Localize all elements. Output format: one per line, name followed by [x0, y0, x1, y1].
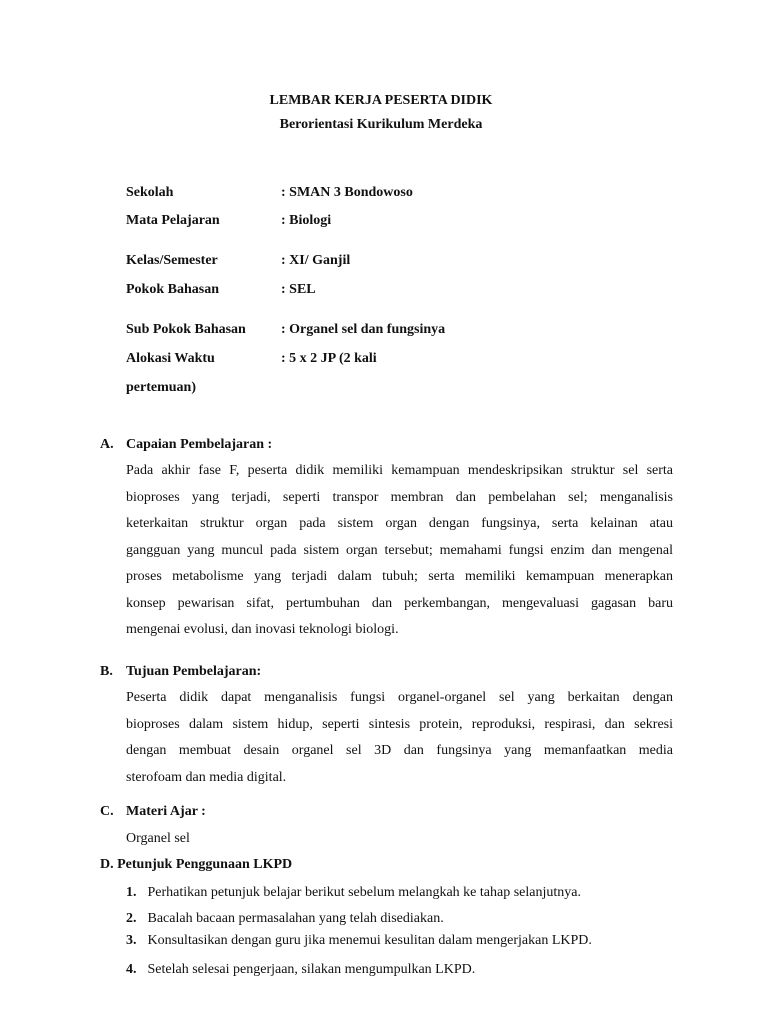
identity-value: : Biologi [281, 213, 332, 228]
paragraph-line: konsep pewarisan sifat, pertumbuhan dan perkembangan, mengevaluasi gagasan baru [126, 595, 673, 611]
paragraph-line: keterkaitan struktur organ pada sistem organ dengan fungsinya, serta kelainan atau [126, 516, 673, 531]
paragraph-line: Peserta didik dapat menganalisis fungsi organel-organel sel yang berkaitan dengan [126, 690, 673, 705]
instruction-step [126, 933, 592, 949]
paragraph-line: mengenai evolusi, dan inovasi teknologi biologi. [126, 622, 399, 637]
identity-value: : XI/ Ganjil [281, 253, 351, 268]
step-number: 2. [126, 911, 137, 926]
section-a-heading: Capaian Pembelajaran : [126, 437, 273, 452]
identity-value: : 5 x 2 JP (2 kali [281, 351, 377, 366]
paragraph-line: dengan membuat desain organel sel 3D dan fungsinya yang memanfaatkan media [126, 743, 673, 758]
step-number: 3. [126, 933, 137, 948]
paragraph-line: Pada akhir fase F, peserta didik memiliki kemampuan mendeskripsikan struktur sel serta [126, 463, 673, 478]
section-c-heading: Materi Ajar : [126, 804, 206, 819]
document-subtitle: Berorientasi Kurikulum Merdeka [279, 117, 483, 132]
identity-label: Mata Pelajaran [126, 213, 220, 228]
section-a-letter: A. [100, 437, 114, 452]
paragraph-line: bioproses dalam sistem hidup, seperti sintesis protein, reproduksi, respirasi, dan sekresi [126, 716, 673, 732]
identity-label: Sekolah [126, 185, 174, 200]
step-number: 4. [126, 962, 137, 977]
instruction-step [126, 962, 475, 978]
identity-value: : SEL [281, 282, 316, 297]
identity-label: Alokasi Waktu [126, 351, 215, 366]
document-title: LEMBAR KERJA PESERTA DIDIK [269, 93, 493, 108]
instruction-step [126, 885, 581, 901]
section-c-body: Organel sel [126, 831, 190, 846]
step-text: Perhatikan petunjuk belajar berikut sebelum melangkah ke tahap selanjutnya. [147, 885, 581, 900]
identity-label: Kelas/Semester [126, 253, 218, 268]
paragraph-line: sterofoam dan media digital. [126, 769, 287, 785]
paragraph-line: proses metabolisme yang terjadi dalam tubuh; serta memiliki kemampuan menerapkan [126, 569, 673, 584]
step-number: 1. [126, 885, 137, 900]
step-text: Setelah selesai pengerjaan, silakan mengumpulkan LKPD. [147, 962, 476, 977]
section-b-paragraph [126, 685, 673, 791]
instruction-step [126, 911, 444, 927]
identity-value: : Organel sel dan fungsinya [281, 322, 446, 337]
identity-value: : SMAN 3 Bondowoso [281, 185, 413, 200]
paragraph-line: bioproses yang terjadi, seperti transpor membran dan pembelahan sel; menganalisis [126, 489, 673, 505]
section-c-letter: C. [100, 804, 114, 819]
section-d-heading: D. Petunjuk Penggunaan LKPD [100, 857, 293, 872]
identity-label: Pokok Bahasan [126, 282, 219, 297]
step-text: Bacalah bacaan permasalahan yang telah disediakan. [147, 911, 444, 926]
identity-label: Sub Pokok Bahasan [126, 322, 246, 337]
step-text: Konsultasikan dengan guru jika menemui kesulitan dalam mengerjakan LKPD. [147, 933, 592, 948]
section-a-paragraph [126, 458, 673, 644]
identity-label: pertemuan) [126, 380, 196, 395]
section-b-heading: Tujuan Pembelajaran: [126, 664, 262, 679]
section-b-letter: B. [100, 664, 113, 679]
paragraph-line: gangguan yang muncul pada sistem organ tersebut; memahami fungsi enzim dan mengenal [126, 542, 673, 558]
